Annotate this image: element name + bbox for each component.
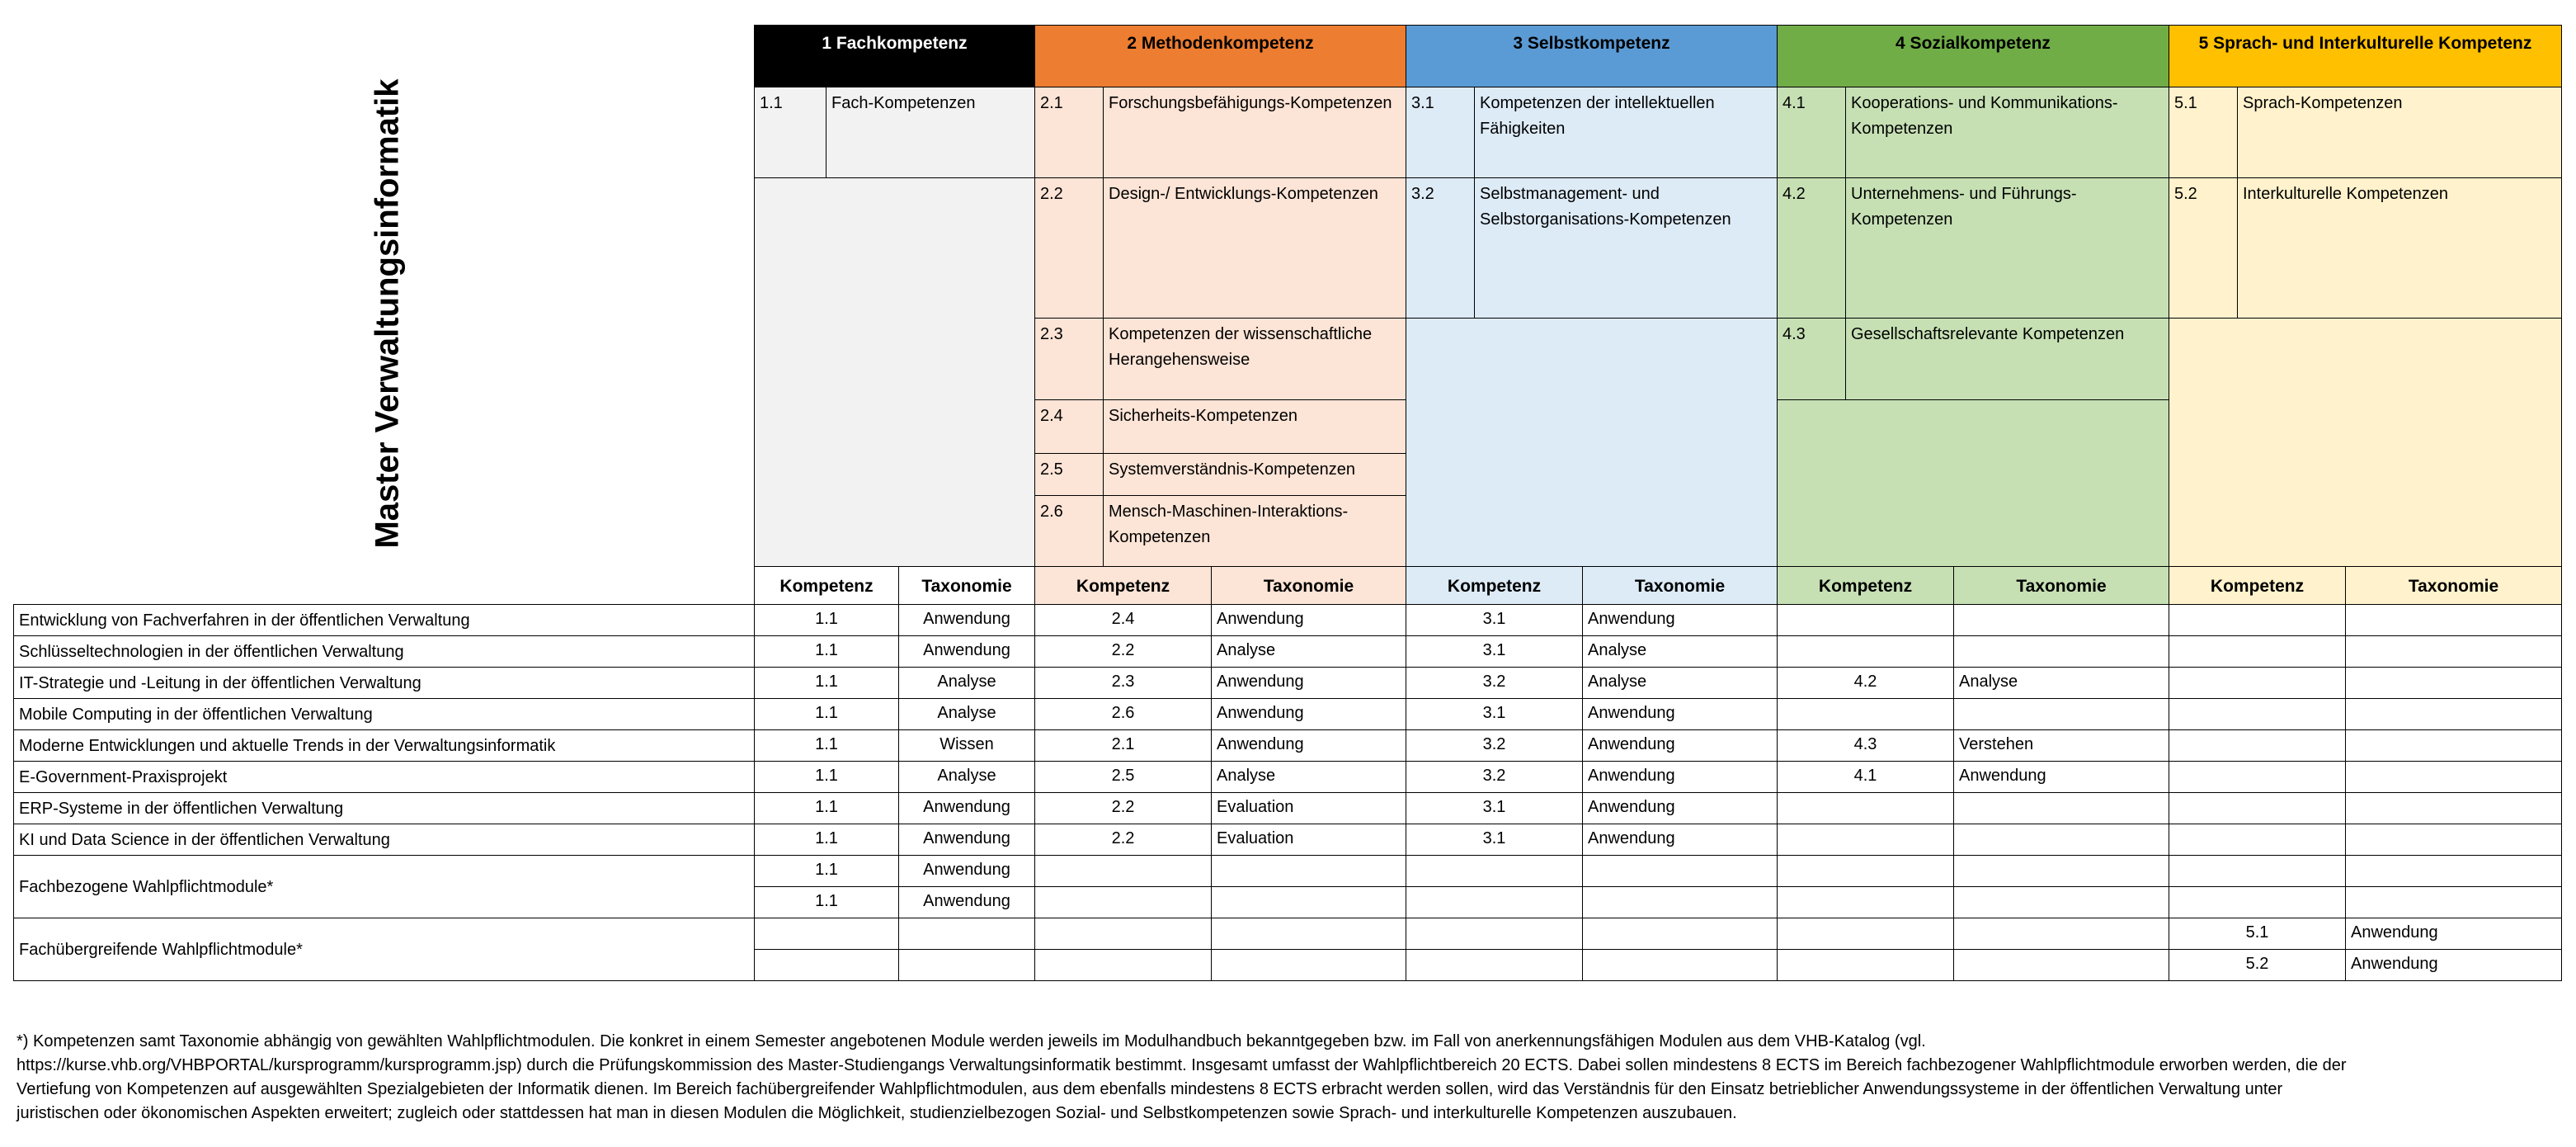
- taxonomie-cell: [2345, 886, 2562, 918]
- subcat-number: 2.4: [1034, 399, 1104, 454]
- subcat-label: Fach-Kompetenzen: [826, 87, 1035, 178]
- col-header-taxonomie: Taxonomie: [1582, 566, 1778, 605]
- kompetenz-cell: [1777, 604, 1954, 636]
- subcat-number: 3.2: [1406, 177, 1475, 319]
- kompetenz-cell: 3.2: [1406, 761, 1583, 793]
- taxonomie-cell: [1953, 698, 2169, 730]
- category-header-2: 2 Methodenkompetenz: [1034, 25, 1406, 87]
- taxonomie-cell: [1582, 855, 1778, 887]
- subcat-number: 5.1: [2169, 87, 2238, 178]
- kompetenz-cell: [1777, 886, 1954, 918]
- kompetenz-cell: 1.1: [754, 604, 899, 636]
- taxonomie-cell: [1211, 949, 1406, 981]
- kompetenz-cell: [2169, 761, 2346, 793]
- taxonomie-cell: [2345, 761, 2562, 793]
- taxonomie-cell: Analyse: [1211, 635, 1406, 668]
- subcat-number: 2.6: [1034, 495, 1104, 567]
- kompetenz-cell: 3.1: [1406, 635, 1583, 668]
- kompetenz-cell: 4.2: [1777, 667, 1954, 699]
- kompetenz-cell: [1034, 855, 1212, 887]
- taxonomie-cell: [1953, 886, 2169, 918]
- taxonomie-cell: [2345, 667, 2562, 699]
- taxonomie-cell: [1211, 918, 1406, 950]
- taxonomie-cell: Anwendung: [898, 635, 1035, 668]
- taxonomie-cell: Anwendung: [1211, 667, 1406, 699]
- taxonomie-cell: Analyse: [1953, 667, 2169, 699]
- taxonomie-cell: [1953, 855, 2169, 887]
- col-header-kompetenz: Kompetenz: [1777, 566, 1954, 605]
- kompetenz-cell: 1.1: [754, 855, 899, 887]
- subcat-label: Systemverständnis-Kompetenzen: [1103, 453, 1406, 496]
- taxonomie-cell: [1953, 604, 2169, 636]
- taxonomie-cell: Anwendung: [1582, 729, 1778, 762]
- kompetenz-cell: [2169, 824, 2346, 856]
- kompetenz-cell: [2169, 729, 2346, 762]
- kompetenz-cell: 2.5: [1034, 761, 1212, 793]
- taxonomie-cell: [2345, 855, 2562, 887]
- subcat-number: 5.2: [2169, 177, 2238, 319]
- module-name: Moderne Entwicklungen und aktuelle Trends in der Verwaltungsinformatik: [13, 729, 755, 762]
- taxonomie-cell: Analyse: [898, 761, 1035, 793]
- footnote-line: https://kurse.vhb.org/VHBPORTAL/kursprogramm/kursprogramm.jsp) durch die Prüfungskommission des Master-Studiengangs Verwaltungsinformatik bestimmt. Insgesamt umfasst der Wahlpflichtbereich 20 ECTS. Dabei sollen mindestens 8 ECTS im Bereich fachbezogener Wahlpflichtmodule erworben werden, die der: [16, 1056, 2347, 1074]
- kompetenz-cell: [1777, 635, 1954, 668]
- taxonomie-cell: [1953, 635, 2169, 668]
- category-header-1: 1 Fachkompetenz: [754, 25, 1035, 87]
- footnote-line: Vertiefung von Kompetenzen auf ausgewählten Spezialgebieten der Informatik dienen. Im Bereich fachübergreifender Wahlpflichtmodulen, aus dem ebenfalls mindestens 8 ECTS erbracht werden sollen, wird das Verständnis für den Einsatz betrieblicher Anwendungssysteme in der öffentlichen Verwaltung unter: [16, 1080, 2283, 1098]
- taxonomie-cell: [2345, 635, 2562, 668]
- taxonomie-cell: Anwendung: [1211, 729, 1406, 762]
- taxonomie-cell: [2345, 792, 2562, 824]
- taxonomie-cell: Anwendung: [898, 886, 1035, 918]
- taxonomie-cell: Anwendung: [898, 855, 1035, 887]
- group-label-fachuebergreifend: Fachübergreifende Wahlpflichtmodule*: [13, 918, 755, 981]
- kompetenz-cell: [1777, 824, 1954, 856]
- kompetenz-cell: 3.1: [1406, 792, 1583, 824]
- taxonomie-cell: Analyse: [1582, 667, 1778, 699]
- kompetenz-cell: [2169, 792, 2346, 824]
- taxonomie-cell: Anwendung: [1582, 604, 1778, 636]
- taxonomie-cell: Wissen: [898, 729, 1035, 762]
- taxonomie-cell: Analyse: [1582, 635, 1778, 668]
- taxonomie-cell: [2345, 698, 2562, 730]
- kompetenz-cell: 4.1: [1777, 761, 1954, 793]
- taxonomie-cell: [1953, 918, 2169, 950]
- kompetenz-cell: [1034, 949, 1212, 981]
- kompetenz-cell: 1.1: [754, 792, 899, 824]
- kompetenz-cell: 1.1: [754, 729, 899, 762]
- taxonomie-cell: Verstehen: [1953, 729, 2169, 762]
- col-header-taxonomie: Taxonomie: [2345, 566, 2562, 605]
- footnote-line: juristischen oder ökonomischen Aspekten erweitert; zugleich oder stattdessen hat man in diesen Modulen die Möglichkeit, studienzielbezogen Sozial- und Selbstkompetenzen sowie Sprach- und interkulturelle Kompetenzen auszubauen.: [16, 1104, 1737, 1122]
- taxonomie-cell: [1953, 949, 2169, 981]
- subcat-number: 4.2: [1777, 177, 1846, 319]
- kompetenz-cell: [1034, 886, 1212, 918]
- kompetenz-cell: [1406, 949, 1583, 981]
- subcat-label: Kooperations- und Kommunikations-Kompetenzen: [1845, 87, 2169, 178]
- kompetenz-cell: 1.1: [754, 667, 899, 699]
- subcat-number: 2.5: [1034, 453, 1104, 496]
- taxonomie-cell: [1582, 886, 1778, 918]
- taxonomie-cell: Analyse: [898, 667, 1035, 699]
- kompetenz-cell: 3.1: [1406, 698, 1583, 730]
- kompetenz-cell: [1777, 918, 1954, 950]
- kompetenz-cell: [1777, 698, 1954, 730]
- subcat-label: Design-/ Entwicklungs-Kompetenzen: [1103, 177, 1406, 319]
- kompetenz-cell: [2169, 698, 2346, 730]
- kompetenz-cell: [2169, 855, 2346, 887]
- subcat-number: 4.3: [1777, 318, 1846, 400]
- kompetenz-cell: [1406, 886, 1583, 918]
- kompetenz-cell: [2169, 886, 2346, 918]
- kompetenz-cell: 3.2: [1406, 667, 1583, 699]
- taxonomie-cell: Anwendung: [1211, 604, 1406, 636]
- category-header-4: 4 Sozialkompetenz: [1777, 25, 2169, 87]
- footnote: [16, 1030, 2565, 1126]
- subcat-number: 2.3: [1034, 318, 1104, 400]
- kompetenz-cell: 3.1: [1406, 604, 1583, 636]
- module-name: Entwicklung von Fachverfahren in der öffentlichen Verwaltung: [13, 604, 755, 636]
- kompetenz-cell: [754, 949, 899, 981]
- kompetenz-cell: 4.3: [1777, 729, 1954, 762]
- kompetenz-cell: [2169, 604, 2346, 636]
- subcat-label: Interkulturelle Kompetenzen: [2237, 177, 2562, 319]
- subcat-label: Gesellschaftsrelevante Kompetenzen: [1845, 318, 2169, 400]
- kompetenz-cell: 5.1: [2169, 918, 2346, 950]
- kompetenz-cell: 3.2: [1406, 729, 1583, 762]
- category-header-5: 5 Sprach- und Interkulturelle Kompetenz: [2169, 25, 2562, 87]
- kompetenz-cell: 2.6: [1034, 698, 1212, 730]
- subcat-label: Mensch-Maschinen-Interaktions-Kompetenzen: [1103, 495, 1406, 567]
- taxonomie-cell: Anwendung: [2345, 949, 2562, 981]
- kompetenz-cell: [1034, 918, 1212, 950]
- kompetenz-cell: [1777, 792, 1954, 824]
- kompetenz-cell: 2.4: [1034, 604, 1212, 636]
- subcat-number: 4.1: [1777, 87, 1846, 178]
- kompetenz-cell: [1777, 949, 1954, 981]
- category-header-3: 3 Selbstkompetenz: [1406, 25, 1778, 87]
- taxonomie-cell: Anwendung: [1582, 698, 1778, 730]
- col-header-kompetenz: Kompetenz: [2169, 566, 2346, 605]
- taxonomie-cell: Anwendung: [1582, 761, 1778, 793]
- taxonomie-cell: Anwendung: [898, 792, 1035, 824]
- subcat-number: 2.1: [1034, 87, 1104, 178]
- col-header-taxonomie: Taxonomie: [1953, 566, 2169, 605]
- kompetenz-cell: 1.1: [754, 761, 899, 793]
- taxonomie-cell: [898, 918, 1035, 950]
- taxonomie-cell: Anwendung: [1211, 698, 1406, 730]
- module-name: ERP-Systeme in der öffentlichen Verwaltung: [13, 792, 755, 824]
- col-header-kompetenz: Kompetenz: [754, 566, 899, 605]
- kompetenz-cell: [1406, 918, 1583, 950]
- taxonomie-cell: Anwendung: [898, 604, 1035, 636]
- taxonomie-cell: [1953, 792, 2169, 824]
- kompetenz-cell: [1777, 855, 1954, 887]
- taxonomie-cell: Anwendung: [1582, 824, 1778, 856]
- taxonomie-cell: Anwendung: [1582, 792, 1778, 824]
- taxonomie-cell: [1953, 824, 2169, 856]
- kompetenz-cell: 2.2: [1034, 824, 1212, 856]
- col-header-kompetenz: Kompetenz: [1034, 566, 1212, 605]
- taxonomie-cell: [1211, 855, 1406, 887]
- kompetenz-cell: [2169, 667, 2346, 699]
- kompetenz-cell: [1406, 855, 1583, 887]
- kompetenz-cell: 2.1: [1034, 729, 1212, 762]
- module-name: KI und Data Science in der öffentlichen Verwaltung: [13, 824, 755, 856]
- taxonomie-cell: Anwendung: [2345, 918, 2562, 950]
- subcat-number: 1.1: [754, 87, 826, 178]
- kompetenz-cell: 1.1: [754, 886, 899, 918]
- subcat-label: Sprach-Kompetenzen: [2237, 87, 2562, 178]
- kompetenz-cell: 2.2: [1034, 635, 1212, 668]
- side-title-text: Master Verwaltungsinformatik: [369, 78, 406, 549]
- subcat-number: 2.2: [1034, 177, 1104, 319]
- kompetenz-cell: 3.1: [1406, 824, 1583, 856]
- kompetenz-cell: [754, 918, 899, 950]
- taxonomie-cell: [1582, 918, 1778, 950]
- module-name: Mobile Computing in der öffentlichen Verwaltung: [13, 698, 755, 730]
- taxonomie-cell: [898, 949, 1035, 981]
- taxonomie-cell: Analyse: [898, 698, 1035, 730]
- group-label-fachbezogen: Fachbezogene Wahlpflichtmodule*: [13, 855, 755, 918]
- module-name: E-Government-Praxisprojekt: [13, 761, 755, 793]
- col-header-taxonomie: Taxonomie: [1211, 566, 1406, 605]
- taxonomie-cell: Analyse: [1211, 761, 1406, 793]
- module-name: Schlüsseltechnologien in der öffentlichen Verwaltung: [13, 635, 755, 668]
- subcat-label: Selbstmanagement- und Selbstorganisations-Kompetenzen: [1474, 177, 1778, 319]
- kompetenz-cell: 1.1: [754, 635, 899, 668]
- subcat-label: Unternehmens- und Führungs-Kompetenzen: [1845, 177, 2169, 319]
- taxonomie-cell: Evaluation: [1211, 792, 1406, 824]
- module-name: IT-Strategie und -Leitung in der öffentlichen Verwaltung: [13, 667, 755, 699]
- col-header-taxonomie: Taxonomie: [898, 566, 1035, 605]
- subcat-label: Kompetenzen der wissenschaftliche Herangehensweise: [1103, 318, 1406, 400]
- kompetenz-cell: 1.1: [754, 824, 899, 856]
- taxonomie-cell: Evaluation: [1211, 824, 1406, 856]
- taxonomie-cell: [1582, 949, 1778, 981]
- taxonomie-cell: [2345, 729, 2562, 762]
- taxonomie-cell: [2345, 824, 2562, 856]
- kompetenz-cell: 5.2: [2169, 949, 2346, 981]
- kompetenz-cell: [2169, 635, 2346, 668]
- col-header-kompetenz: Kompetenz: [1406, 566, 1583, 605]
- kompetenz-cell: 1.1: [754, 698, 899, 730]
- subcat-number: 3.1: [1406, 87, 1475, 178]
- kompetenz-cell: 2.3: [1034, 667, 1212, 699]
- subcat-label: Kompetenzen der intellektuellen Fähigkeiten: [1474, 87, 1778, 178]
- footnote-line: *) Kompetenzen samt Taxonomie abhängig von gewählten Wahlpflichtmodulen. Die konkret in einem Semester angebotenen Module werden jeweils im Modulhandbuch bekanntgegeben bzw. im Fall von anerkennungsfähigen Modulen aus dem VHB-Katalog (vgl.: [16, 1032, 1926, 1050]
- subcat-label: Sicherheits-Kompetenzen: [1103, 399, 1406, 454]
- taxonomie-cell: [2345, 604, 2562, 636]
- subcat-label: Forschungsbefähigungs-Kompetenzen: [1103, 87, 1406, 178]
- taxonomie-cell: [1211, 886, 1406, 918]
- taxonomie-cell: Anwendung: [898, 824, 1035, 856]
- taxonomie-cell: Anwendung: [1953, 761, 2169, 793]
- kompetenz-cell: 2.2: [1034, 792, 1212, 824]
